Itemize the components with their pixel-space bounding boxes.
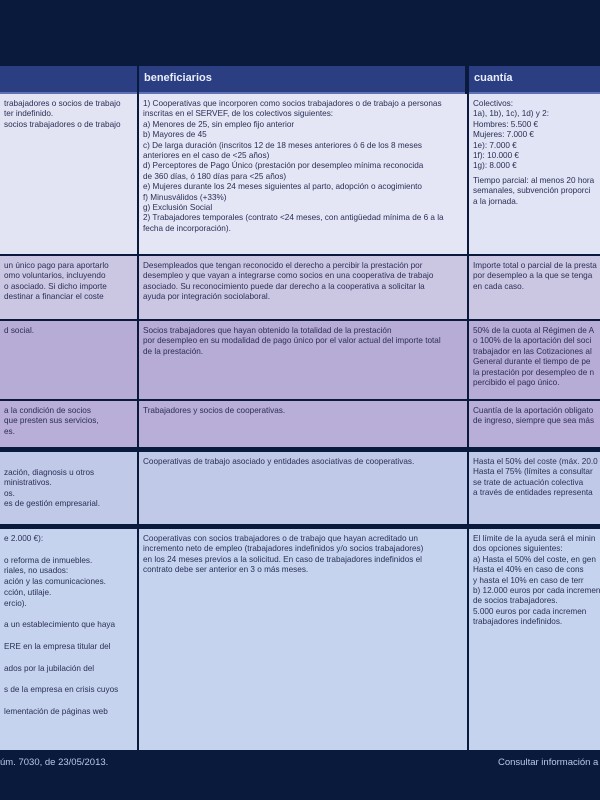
- row4-col1-cell: [0, 401, 137, 447]
- row6-col1-text: e 2.000 €): o reforma de inmuebles. riales, no usados: ación y las comunicaciones. cción, utilaje. ercio). a un establecimiento que haya ERE en la empresa titular del ados por la jubilación del s de la empresa en crisis cuyos lementación de páginas web: [4, 534, 119, 716]
- row2-col3-cell: [469, 256, 600, 319]
- row5-col1-cell: [0, 452, 137, 524]
- row3-col2-text: Socios trabajadores que hayan obtenido la totalidad de la prestación por desempleo en su modalidad de pago único por el valor actual del importe total de la prestación.: [143, 326, 441, 356]
- row5-col3-cell: [469, 452, 600, 524]
- header-cuantia: [469, 66, 600, 94]
- row6-col2-text: Cooperativas con socios trabajadores o de trabajo que hayan acreditado un incremento neto de empleo (trabajadores indefinidos y/o socios trabajadores) en los 24 meses previos a la solicitud. En caso de trabajadores indefinidos el contrato debe ser anterior en 3 o más meses.: [143, 534, 424, 575]
- row6-col3-cell: [469, 529, 600, 750]
- row1-col1-cell: [0, 94, 137, 254]
- row5-col3-text: Hasta el 50% del coste (máx. 20.0 Hasta el 75% (límites a consultar se trate de actuación colectiva a través de entidades representa: [473, 457, 598, 498]
- row3-col3-cell: [469, 321, 600, 399]
- row2-col2-cell: [139, 256, 467, 319]
- row3-col3-text: 50% de la cuota al Régimen de A o 100% de la aportación del soci trabajador en las Cotizaciones al General durante el tiempo de pe la prestación por desempleo de n percibido el pago único.: [473, 326, 595, 388]
- row5-col2-cell: [139, 452, 467, 524]
- header-beneficiarios: [139, 66, 465, 94]
- row3-col1-cell: [0, 321, 137, 399]
- row2-col2-text: Desempleados que tengan reconocido el derecho a percibir la prestación por desempleo y que vayan a integrarse como socios en una cooperativa de trabajo asociado. Su reconocimiento puede dar derecho a la cooperativa a solicitar la ayuda por integración sociolaboral.: [143, 261, 434, 302]
- row4-col3-cell: [469, 401, 600, 447]
- row2-col3-text: Importe total o parcial de la presta por desempleo a la que se tenga en cada caso.: [473, 261, 597, 291]
- row1-col3-cell: [469, 94, 600, 254]
- row-separator: [0, 447, 600, 452]
- row5-col2-text: Cooperativas de trabajo asociado y entidades asociativas de cooperativas.: [143, 457, 415, 466]
- top-band: [0, 0, 600, 66]
- row2-col1-cell: [0, 256, 137, 319]
- header-beneficiarios-label: beneficiarios: [144, 72, 212, 84]
- row6-col2-cell: [139, 529, 467, 750]
- row5-col1-text: zación, diagnosis u otros ministrativos. os. es de gestión empresarial.: [4, 468, 101, 509]
- row3-col1-text: d social.: [4, 326, 35, 335]
- header-col1: [0, 66, 137, 94]
- row2-col1-text: un único pago para aportarlo omo voluntarios, incluyendo o asociado. Si dicho importe destinar a financiar el coste: [4, 261, 109, 302]
- row4-col2-cell: [139, 401, 467, 447]
- row4-col3-text: Cuantía de la aportación obligato de ingreso, siempre que sea más: [473, 406, 595, 426]
- footer-reference: úm. 7030, de 23/05/2013.: [0, 757, 109, 768]
- row-separator: [0, 524, 600, 529]
- row1-col2-cell: [139, 94, 467, 254]
- row6-col1-cell: [0, 529, 137, 750]
- row3-col2-cell: [139, 321, 467, 399]
- header-cuantia-label: cuantía: [474, 72, 513, 84]
- row4-col2-text: Trabajadores y socios de cooperativas.: [143, 406, 286, 415]
- row6-col3-text: El límite de la ayuda será el minin dos opciones siguientes: a) Hasta el 50% del coste, en gen Hasta el 40% en caso de cons y hasta el 10% en caso de terr b) 12.000 euros por cada incremen de socios trabajadores. 5.000 euros por cada incremen trabajadores indefinidos.: [473, 534, 600, 627]
- row4-col1-text: a la condición de socios que presten sus servicios, es.: [4, 406, 99, 436]
- row1-col3-text: Colectivos: 1a), 1b), 1c), 1d) y 2: Hombres: 5.500 € Mujeres: 7.000 € 1e): 7.000 € 1f): 10.000 € 1g): 8.000 € Tiempo parcial: al menos 20 hora semanales, subvención proporci a la jornada.: [473, 99, 595, 206]
- row1-col2-text: 1) Cooperativas que incorporen como socios trabajadores o de trabajo a personas inscritas en el SERVEF, de los colectivos siguientes: a) Menores de 25, sin empleo fijo anterior b) Mayores de 45 c) De larga duración (inscritos 12 de 18 meses anteriores ó 6 de los 8 meses anteriores en el caso de <25 años) d) Perceptores de Pago Único (prestación por desempleo mínima reconocida de 360 días, ó 180 días para <25 años) e) Mujeres durante los 24 meses siguientes al parto, adopción o acogimiento f) Minusválidos (+33%) g) Exclusión Social 2) Trabajadores temporales (contrato <24 meses, con antigüedad mínima de 6 a la fecha de incorporación).: [143, 99, 444, 233]
- row1-col1-text: trabajadores o socios de trabajo ter indefinido. socios trabajadores o de trabajo: [4, 99, 121, 129]
- footer-more-info: Consultar información a: [498, 757, 599, 768]
